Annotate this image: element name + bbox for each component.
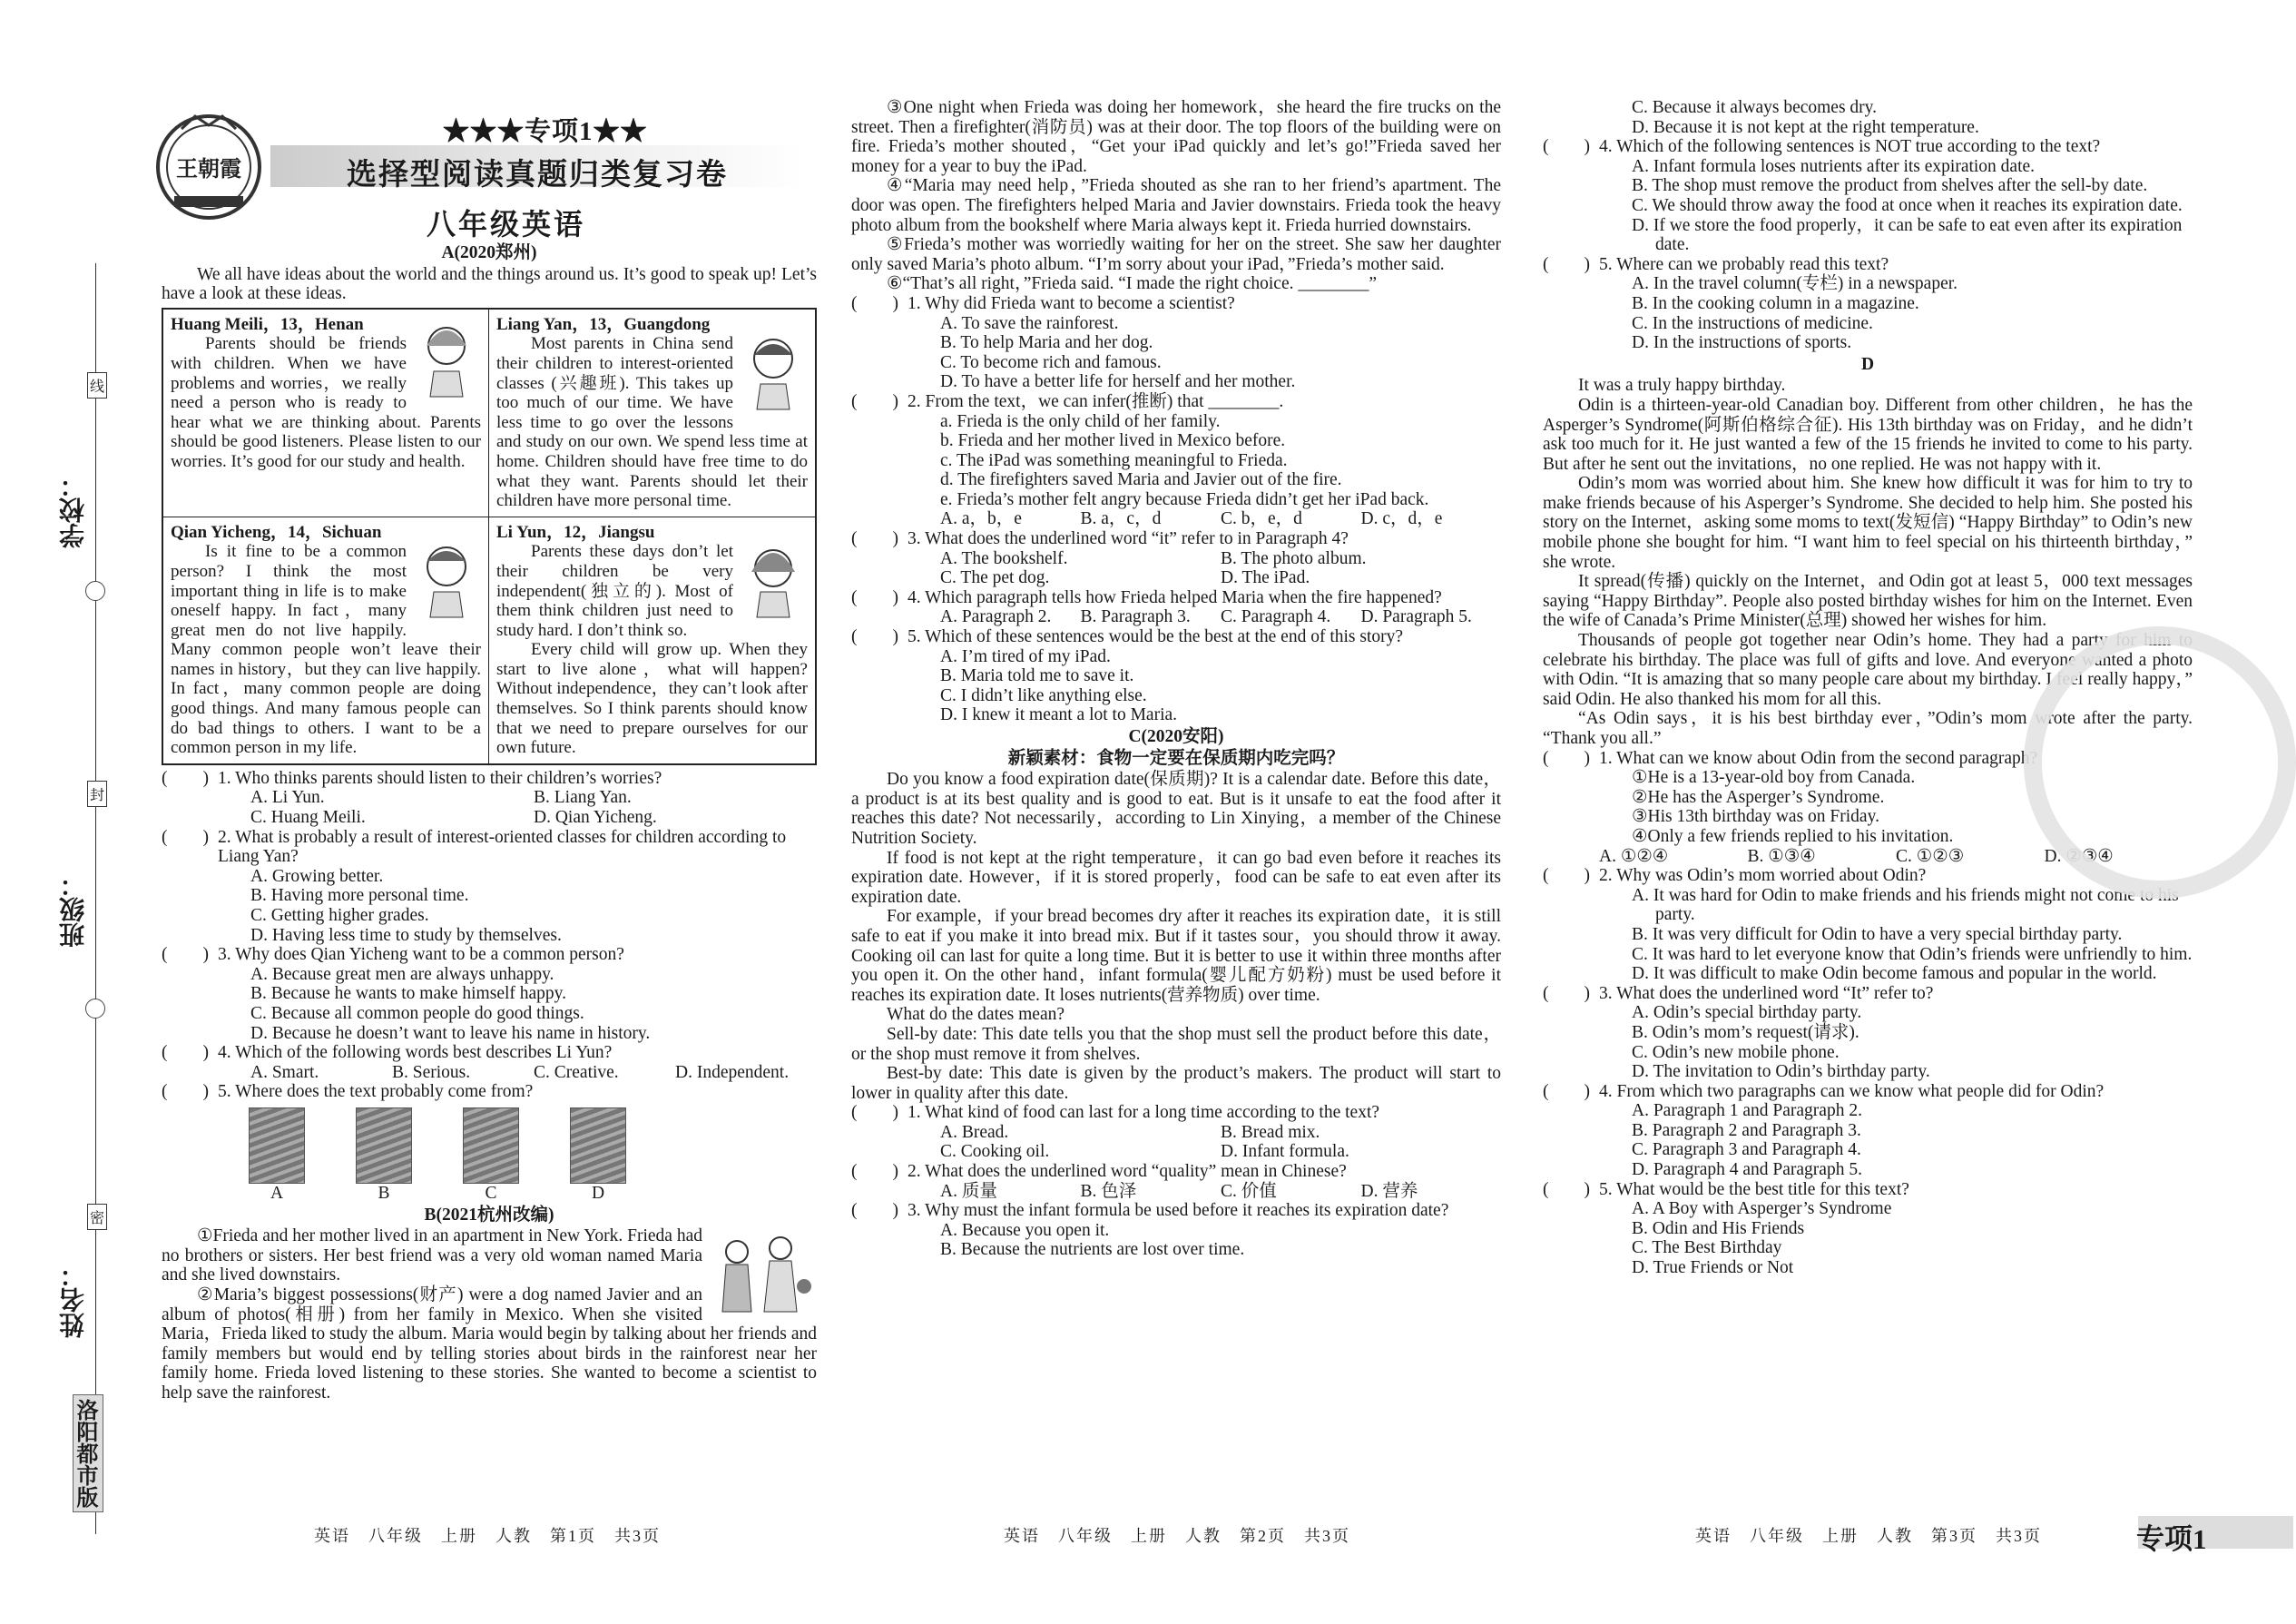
passage-c-paragraph: If food is not kept at the right temperature，it can go bad even before it reaches its expiration date. However，if it is stored properly，food can be safe to eat even after its expiration date. (851, 848, 1501, 907)
boy-avatar-icon (739, 328, 808, 409)
question-item (162, 828, 817, 946)
seal-mark: 封 (87, 781, 107, 807)
line-mark: 线 (87, 372, 107, 399)
passage-d-paragraph: Odin’s mom was worried about him. She knew how difficult it was for him to try to make friends because of his Asperger’s Syndrome. She decided to help him. She posted his story on the Internet，asking some moms to text(发短信) “Happy Birthday” to Odin’s new mobile phone she bought for him. “I want him to feel special on his thirteenth birthday，” she wrote. (1543, 474, 2193, 572)
passage-b-paragraph: ③One night when Frieda was doing her homework，she heard the fire trucks on the street. Then a firefighter(消防员) was at their door. The top floors of the building were on fire. Frieda’s mother shouted，“Get your iPad quickly and let’s go!”Frieda saved her money for a year to buy the iPad. (851, 98, 1501, 176)
option: B. Having more personal time. (250, 886, 469, 906)
passage-d-paragraph: “As Odin says，it is his best birthday ever，”Odin’s mom wrote after the party. “Thank you all.” (1543, 709, 2193, 748)
option: C. Odin’s new mobile phone. (1632, 1042, 1840, 1062)
option: C. Getting higher grades. (250, 906, 429, 925)
passage-b-paragraph: ⑥“That’s all right，”Frieda said. “I made the right choice. ________” (887, 274, 1378, 294)
secret-mark: 密 (87, 1204, 107, 1230)
question-item (851, 627, 1501, 725)
option: C. Because all common people do good things. (250, 1003, 584, 1023)
question-item (851, 588, 1501, 627)
page-footer-3: 英语 八年级 上册 人教 第3页 共3页 (1695, 1527, 2042, 1545)
option: D. Infant formula. (1221, 1142, 1349, 1162)
opinion-cell (489, 517, 815, 763)
question-item (1543, 984, 2193, 1082)
option: A. It was hard for Odin to make friends and his friends might not come to his party. (1632, 885, 2179, 925)
passage-d-paragraph: Odin is a thirteen-year-old Canadian boy. Different from other children，he has the Asperger’s Syndrome(阿斯伯格综合征). His 13th birthday was on Friday，and he didn’t ask too much for it. He just wanted a few of the 15 friends he invited to come to his party. But after he sent out the invitations，no one replied. He was not happy with it. (1543, 395, 2193, 474)
option: d. The firefighters saved Maria and Javier out of the fire. (940, 470, 1342, 490)
children-illustration-icon (710, 1228, 817, 1315)
question-stem: 2. What does the underlined word “quality” mean in Chinese? (908, 1162, 1347, 1182)
option: D. Having less time to study by themselves. (250, 925, 562, 945)
circle-mark (85, 999, 105, 1019)
question-item (851, 1103, 1501, 1162)
option: A (270, 1183, 284, 1203)
author-name: Huang Meili，13，Henan (171, 314, 364, 334)
author-name: Li Yun，12，Jiangsu (496, 522, 655, 542)
question-stem: 3. What does the underlined word “it” refer to in Paragraph 4? (908, 529, 1349, 549)
opinion-text: Parents should be friends with children. When we have problems and worries，we really need a person who is ready to hear what we are thinking about. Parents should be good listeners. Please listen to our worries. It’s good for our study and health. (171, 334, 481, 471)
option: D. True Friends or Not (1632, 1258, 1794, 1278)
passage-d-label: D (1860, 354, 1875, 374)
question-item (1543, 137, 2193, 255)
option: A. To save the rainforest. (940, 313, 1119, 333)
option: B. Serious. (392, 1062, 471, 1082)
answer-bracket[interactable]: ( ) (1543, 983, 1590, 1003)
option: B. In the cooking column in a magazine. (1632, 293, 1919, 313)
option: B. Odin’s mom’s request(请求). (1632, 1022, 1859, 1042)
option: D. The iPad. (1221, 568, 1310, 588)
option: B. Maria told me to save it. (940, 666, 1134, 686)
answer-bracket[interactable]: ( ) (1543, 137, 1590, 157)
option: A. 质量 (940, 1181, 997, 1201)
option: B. 色泽 (1080, 1181, 1137, 1201)
question-item (162, 769, 817, 828)
page-footer-1: 英语 八年级 上册 人教 第1页 共3页 (314, 1527, 661, 1545)
option: D. In the instructions of sports. (1632, 333, 1852, 353)
passage-a-intro: We all have ideas about the world and the things around us. It’s good to speak up! Let’s have a look at these ideas. (162, 264, 817, 304)
option: C. It was hard to let everyone know that Odin’s friends were unfriendly to him. (1632, 944, 2193, 964)
option: D. To have a better life for herself and her mother. (940, 372, 1296, 392)
option: C. The pet dog. (940, 568, 1050, 588)
question-stem: 2. What is probably a result of interest-oriented classes for children according to Liang Yan? (218, 827, 787, 867)
option: C. 价值 (1221, 1181, 1277, 1201)
option: C. I didn’t like anything else. (940, 685, 1147, 705)
option: C. To become rich and famous. (940, 352, 1162, 372)
option: A. Because you open it. (940, 1220, 1110, 1240)
option: D. 营养 (1360, 1181, 1418, 1201)
question-stem: 2. From the text，we can infer(推断) that ________. (908, 391, 1284, 411)
option: D. I knew it meant a lot to Maria. (940, 705, 1178, 725)
answer-bracket[interactable]: ( ) (1543, 866, 1590, 886)
option: B (378, 1183, 390, 1203)
passage-a-label: A(2020郑州) (441, 243, 537, 262)
option: C. ①②③ (1896, 846, 1965, 866)
option: C. Paragraph 3 and Paragraph 4. (1632, 1140, 1861, 1160)
question-stem: 3. Why must the infant formula be used before it reaches its expiration date? (908, 1201, 1449, 1221)
girl-avatar-icon (739, 536, 808, 617)
passage-b-label: B(2021杭州改编) (424, 1205, 554, 1225)
column-1 (162, 241, 817, 1403)
option: C. Cooking oil. (940, 1142, 1050, 1162)
girl-avatar-icon (412, 315, 481, 397)
option: D. Paragraph 5. (1360, 607, 1472, 627)
option: c. The iPad was something meaningful to Frieda. (940, 450, 1288, 470)
page-title: 选择型阅读真题归类复习卷 (347, 159, 728, 192)
opinion-cell (163, 517, 489, 763)
opinion-text: Most parents in China send their children to interest-oriented classes (兴趣班). This takes up too much of our time. We have less time to go over the lessons and study on our own. We spend less time at home. Children should have free time to do what they want. Parents should let their children have more personal time. (496, 334, 808, 511)
passage-c-label: C(2020安阳) (1128, 727, 1224, 746)
option: B. ①③④ (1747, 846, 1816, 866)
question-item (851, 392, 1501, 529)
option: ④Only a few friends replied to his invitation. (1632, 826, 1954, 846)
option: B. Because he wants to make himself happy. (250, 984, 567, 1004)
option: B. Because the nutrients are lost over time. (940, 1240, 1245, 1260)
question-stem: 3. Why does Qian Yicheng want to be a common person? (218, 945, 624, 965)
opinion-cell (163, 310, 489, 517)
question-stem: 4. Which paragraph tells how Frieda helped Maria when the fire happened? (908, 587, 1442, 607)
option: D. ②③④ (2044, 846, 2114, 866)
option: B. Odin and His Friends (1632, 1218, 1805, 1238)
passage-c-paragraph: What do the dates mean? (887, 1005, 1065, 1025)
passage-c-paragraph: For example，if your bread becomes dry after it reaches its expiration date，it is still safe to eat if you make it into bread mix. But if it tastes sour，you should throw it away. Cooking oil can last for quite a long time. But it is better to use it within three months after you open it. On the other hand，infant formula(婴儿配方奶粉) must be used before it reaches its expiration date. It loses nutrients(营养物质) over time. (851, 907, 1501, 1005)
option: A. A Boy with Asperger’s Syndrome (1632, 1199, 1892, 1219)
magazine-covers (162, 1107, 817, 1204)
question-stem: 5. Which of these sentences would be the best at the end of this story? (908, 627, 1404, 647)
option: A. The bookshelf. (940, 548, 1068, 568)
answer-bracket[interactable]: ( ) (1543, 748, 1590, 768)
answer-bracket[interactable]: ( ) (851, 587, 898, 607)
option: A. Infant formula loses nutrients after its expiration date. (1632, 156, 2036, 176)
option: B. To help Maria and her dog. (940, 333, 1153, 353)
answer-bracket[interactable]: ( ) (851, 1162, 898, 1182)
answer-bracket[interactable]: ( ) (162, 945, 209, 965)
option: ③His 13th birthday was on Friday. (1632, 807, 1879, 827)
passage-b-paragraph: ①Frieda and her mother lived in an apartment in New York. Frieda had no brothers or sisters. Her best friend was a very old woman named Maria and she lived downstairs. (162, 1226, 702, 1285)
option: C. Creative. (534, 1062, 619, 1082)
question-item (851, 1162, 1501, 1201)
option: D. Independent. (675, 1062, 790, 1082)
opinion-table (162, 308, 817, 765)
passage-d-paragraph: It spread(传播) quickly on the Internet，and Odin got at least 5，000 text messages saying “Happy Birthday”. People also posted birthday wishes for him on the Internet. Even the wife of Canada’s Prime Minister(总理) showed her wishes for him. (1543, 572, 2193, 631)
option: ①He is a 13-year-old boy from Canada. (1632, 768, 1916, 788)
option: e. Frieda’s mother felt angry because Frieda didn’t get her iPad back. (940, 489, 1429, 509)
question-stem: 5. What would be the best title for this text? (1599, 1179, 1909, 1199)
option: A. Because great men are always unhappy. (250, 964, 554, 984)
passage-b-paragraph: ④“Maria may need help，”Frieda shouted as she ran to her friend’s apartment. The door was open. The firefighters helped Maria and Javier downstairs. Frieda took the heavy photo album from the bookshelf where Maria always kept it. Frieda hurried downstairs. (851, 176, 1501, 235)
option: C. Huang Meili. (250, 808, 366, 828)
option: D. It was difficult to make Odin become famous and popular in the world. (1632, 964, 2157, 984)
option: C (485, 1183, 497, 1203)
opinion-text: Parents these days don’t let their children be very independent(独立的). Most of them think children just need to study hard. I don’t think so. (496, 542, 733, 640)
question-item (1543, 255, 2193, 353)
option: B. The photo album. (1221, 548, 1367, 568)
option: C. The Best Birthday (1632, 1238, 1782, 1258)
question-stem: 1. Why did Frieda want to become a scientist? (908, 293, 1235, 313)
option: D. If we store the food properly，it can be safe to eat even after its expiration date. (1632, 215, 2183, 255)
opinion-text: Every child will grow up. When they start to live alone，what will happen? Without independence，they can’t look after themselves. So I think parents should know that we need to prepare ourselves for our own future. (496, 640, 808, 758)
question-stem: 2. Why was Odin’s mom worried about Odin? (1599, 866, 1927, 886)
question-item (162, 1082, 817, 1102)
edition-label: 洛阳都市版 (73, 1394, 103, 1512)
question-stem: 1. What can we know about Odin from the second paragraph? (1599, 748, 2038, 768)
circle-mark (85, 581, 105, 601)
option: A. In the travel column(专栏) in a newspaper. (1632, 274, 1958, 294)
name-label: 姓名： (60, 1262, 88, 1338)
passage-d-paragraph: Thousands of people got together near Odin’s home. They had a party for him to celebrate his birthday. The place was full of gifts and love. And everyone wanted a photo with Odin. “It is amazing that so many people care about my birthday. I feel really happy，” said Odin. He also thanked his mom for all this. (1543, 631, 2193, 709)
option: C. Because it always becomes dry. (1632, 98, 1878, 117)
option: C. Paragraph 4. (1221, 607, 1331, 627)
boy-avatar-icon (412, 536, 481, 617)
option: A. Odin’s special birthday party. (1632, 1003, 1862, 1023)
answer-bracket[interactable]: ( ) (1543, 254, 1590, 274)
option: A. Growing better. (250, 866, 384, 886)
class-label: 班级： (60, 871, 88, 948)
option: B. It was very difficult for Odin to have a very special birthday party. (1632, 924, 2123, 944)
page-footer-2: 英语 八年级 上册 人教 第2页 共3页 (1004, 1527, 1350, 1545)
option: A. I’m tired of my iPad. (940, 646, 1111, 666)
option: A. Li Yun. (250, 788, 325, 808)
logo-text: 王朝霞 (176, 155, 241, 182)
question-list-a (162, 769, 817, 1204)
passage-d-paragraph: It was a truly happy birthday. (1578, 376, 1786, 396)
question-item (1543, 1082, 2193, 1180)
answer-bracket[interactable]: ( ) (1543, 1081, 1590, 1101)
passage-b-paragraph: ⑤Frieda’s mother was worriedly waiting for her on the street. She saw her daughter only saved Maria’s photo album. “I’m sorry about your iPad，”Frieda’s mother said. (851, 235, 1501, 274)
question-stem: 5. Where can we probably read this text? (1599, 254, 1889, 274)
question-stem: 1. Who thinks parents should listen to their children’s worries? (218, 768, 662, 788)
author-name: Liang Yan，13，Guangdong (496, 314, 711, 334)
option: D. Because it is not kept at the right temperature. (1632, 117, 1979, 137)
question-item (1543, 866, 2193, 984)
option: B. Paragraph 3. (1080, 607, 1191, 627)
option: C. In the instructions of medicine. (1632, 313, 1873, 333)
section-subtitle: ★★★专项1★★ (443, 117, 648, 146)
option: D. Qian Yicheng. (534, 808, 657, 828)
passage-b-paragraph: ②Maria’s biggest possessions(财产) were a dog named Javier and an album of photos(相册) from her family in Mexico. When she visited Maria，Frieda liked to study the album. Maria would begin by talking about her friends and family members but would end by telling stories about birds in the rainforest near her family home. Frieda loved listening to these stories. She wanted to become a scientist to help save the rainforest. (162, 1284, 817, 1403)
option: D. Paragraph 4 and Paragraph 5. (1632, 1160, 1862, 1180)
option: A. Paragraph 2. (940, 607, 1052, 627)
option: B. Liang Yan. (534, 788, 632, 808)
answer-bracket[interactable]: ( ) (1543, 1179, 1590, 1199)
opinion-cell (489, 310, 815, 517)
question-stem: 3. What does the underlined word “It” refer to? (1599, 983, 1934, 1003)
question-item (162, 1043, 817, 1082)
option: A. Smart. (250, 1062, 319, 1082)
magazine-cover-image (570, 1107, 626, 1184)
passage-c-paragraph: Best-by date: This date is given by the product’s makers. The product will start to lower in quality after this date. (851, 1064, 1501, 1103)
magazine-cover-image (249, 1107, 305, 1184)
answer-bracket[interactable]: ( ) (851, 529, 898, 549)
school-label: 学校： (60, 472, 88, 548)
option: B. a，c，d (1080, 509, 1162, 529)
answer-bracket[interactable]: ( ) (162, 827, 209, 847)
answer-bracket[interactable]: ( ) (162, 768, 209, 788)
opinion-text: Is it fine to be a common person? I think the most important thing in life is to make oneself happy. In fact，many great men do not live happily. Many common people won’t leave their names in history，but they can live happily. In fact，many common people are doing good things. And many famous people can do bad things to others. I want to be a common person in my life. (171, 542, 481, 758)
brand-logo-icon (145, 102, 272, 229)
question-item (851, 1201, 1501, 1260)
option: A. a，b，e (940, 509, 1022, 529)
option: D. Because he doesn’t want to leave his name in history. (250, 1023, 651, 1043)
grade-title: 八年级英语 (427, 208, 586, 241)
answer-bracket[interactable]: ( ) (162, 1082, 209, 1102)
option: C. b，e，d (1221, 509, 1302, 529)
question-stem: 1. What kind of food can last for a long time according to the text? (908, 1103, 1380, 1123)
answer-bracket[interactable]: ( ) (851, 293, 898, 313)
option: D. The invitation to Odin’s birthday party. (1632, 1062, 1930, 1082)
answer-bracket[interactable]: ( ) (851, 627, 898, 647)
option: b. Frieda and her mother lived in Mexico before. (940, 431, 1286, 451)
question-stem: 5. Where does the text probably come from? (218, 1082, 534, 1102)
answer-bracket[interactable]: ( ) (851, 1103, 898, 1123)
watermark-seal-icon (2024, 626, 2296, 899)
option: a. Frieda is the only child of her family. (940, 411, 1221, 431)
answer-bracket[interactable]: ( ) (162, 1043, 209, 1063)
question-stem: 4. Which of the following words best describes Li Yun? (218, 1043, 613, 1063)
magazine-cover-image (356, 1107, 412, 1184)
column-2 (851, 98, 1501, 1260)
option: A. Paragraph 1 and Paragraph 2. (1632, 1101, 1862, 1121)
answer-bracket[interactable]: ( ) (851, 391, 898, 411)
option: C. We should throw away the food at once when it reaches its expiration date. (1632, 195, 2183, 215)
question-item (1543, 1180, 2193, 1278)
question-stem: 4. From which two paragraphs can we know what people did for Odin? (1599, 1081, 2105, 1101)
option: D. c，d，e (1360, 509, 1443, 529)
option: D (591, 1183, 605, 1203)
option: B. Bread mix. (1221, 1122, 1320, 1142)
passage-c-paragraph: Do you know a food expiration date(保质期)? It is a calendar date. Before this date，a product is at its best quality and is good to eat. But is it unsafe to eat the food after it reaches this date? Not necessarily，according to Lin Xinying，a member of the Chinese Nutrition Society. (851, 770, 1501, 848)
option: B. Paragraph 2 and Paragraph 3. (1632, 1120, 1861, 1140)
question-item (851, 294, 1501, 392)
author-name: Qian Yicheng，14，Sichuan (171, 522, 382, 542)
option: A. ①②④ (1599, 846, 1669, 866)
passage-c-subtitle: 新颖素材：食物一定要在保质期内吃完吗？ (1007, 748, 1345, 768)
footer-badge: 专项1 (2136, 1523, 2207, 1555)
magazine-cover-image (463, 1107, 519, 1184)
answer-bracket[interactable]: ( ) (851, 1201, 898, 1221)
question-item (162, 945, 817, 1043)
option: ②He has the Asperger’s Syndrome. (1632, 787, 1885, 807)
question-stem: 4. Which of the following sentences is NOT true according to the text? (1599, 137, 2101, 157)
passage-c-paragraph: Sell-by date: This date tells you that the shop must sell the product before this date，or the shop must remove it from shelves. (851, 1024, 1501, 1064)
option: A. Bread. (940, 1122, 1009, 1142)
option: B. The shop must remove the product from shelves after the sell-by date. (1632, 176, 2148, 196)
question-item (851, 529, 1501, 588)
